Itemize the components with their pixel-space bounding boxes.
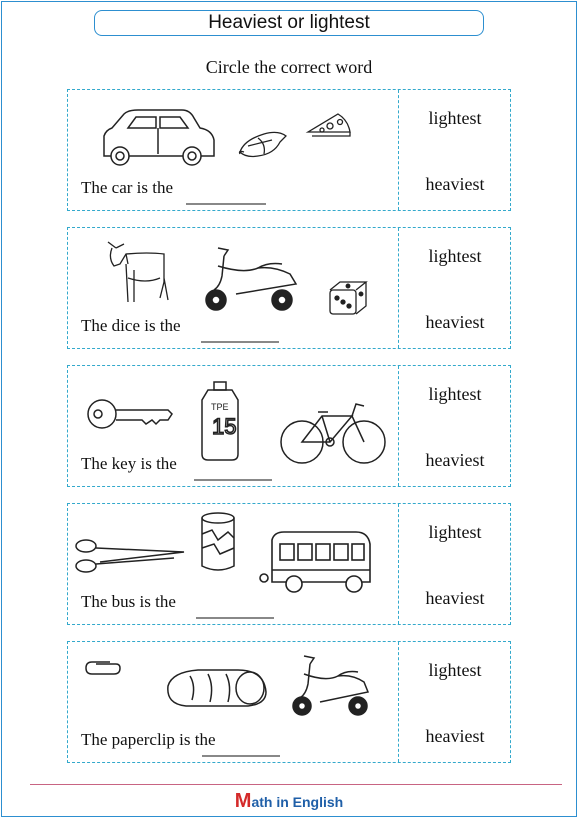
option-lightest[interactable]: lightest [428,246,482,266]
option-lightest[interactable]: lightest [428,384,482,404]
option-heaviest[interactable]: heaviest [425,174,485,194]
sentence-text: The paperclip is the [81,730,216,749]
brand-text: ath in English [251,794,344,810]
option-lightest[interactable]: lightest [428,522,482,542]
scooter-icon [206,248,296,310]
bus-icon [260,532,370,592]
scissors-icon [76,540,184,572]
cow-icon [108,242,168,302]
shell-icon [240,132,287,156]
option-heaviest[interactable]: heaviest [425,450,485,470]
pizza-slice-icon [308,114,350,136]
key-icon [88,400,172,428]
question-row-5 [67,641,511,763]
bicycle-icon [281,404,385,463]
svg-text:15: 15 [212,414,237,439]
soda-can-icon [202,513,234,570]
question-row-4 [67,503,511,625]
option-lightest[interactable]: lightest [428,108,482,128]
brand-initial: M [234,790,252,812]
bread-icon [168,670,266,706]
question-row-1 [67,89,511,211]
question-row-2 [67,227,511,349]
footer-brand [0,790,578,813]
sentence-text: The key is the [81,454,177,473]
paperclip-icon [86,662,120,674]
option-lightest[interactable]: lightest [428,660,482,680]
option-heaviest[interactable]: heaviest [425,312,485,332]
footer-divider [30,784,562,785]
car-icon [104,110,214,165]
sentence-text: The bus is the [81,592,176,611]
svg-text:TPE: TPE [211,402,229,412]
option-heaviest[interactable]: heaviest [425,588,485,608]
dice-icon [330,282,366,314]
glue-bottle-icon [202,382,238,460]
question-row-3 [67,365,511,487]
instruction-text: Circle the correct word [205,57,373,77]
scooter-icon [293,656,368,715]
sentence-text: The dice is the [81,316,181,335]
option-heaviest[interactable]: heaviest [425,726,485,746]
sentence-text: The car is the [81,178,174,197]
page-title: Heaviest or lightest [94,10,484,36]
